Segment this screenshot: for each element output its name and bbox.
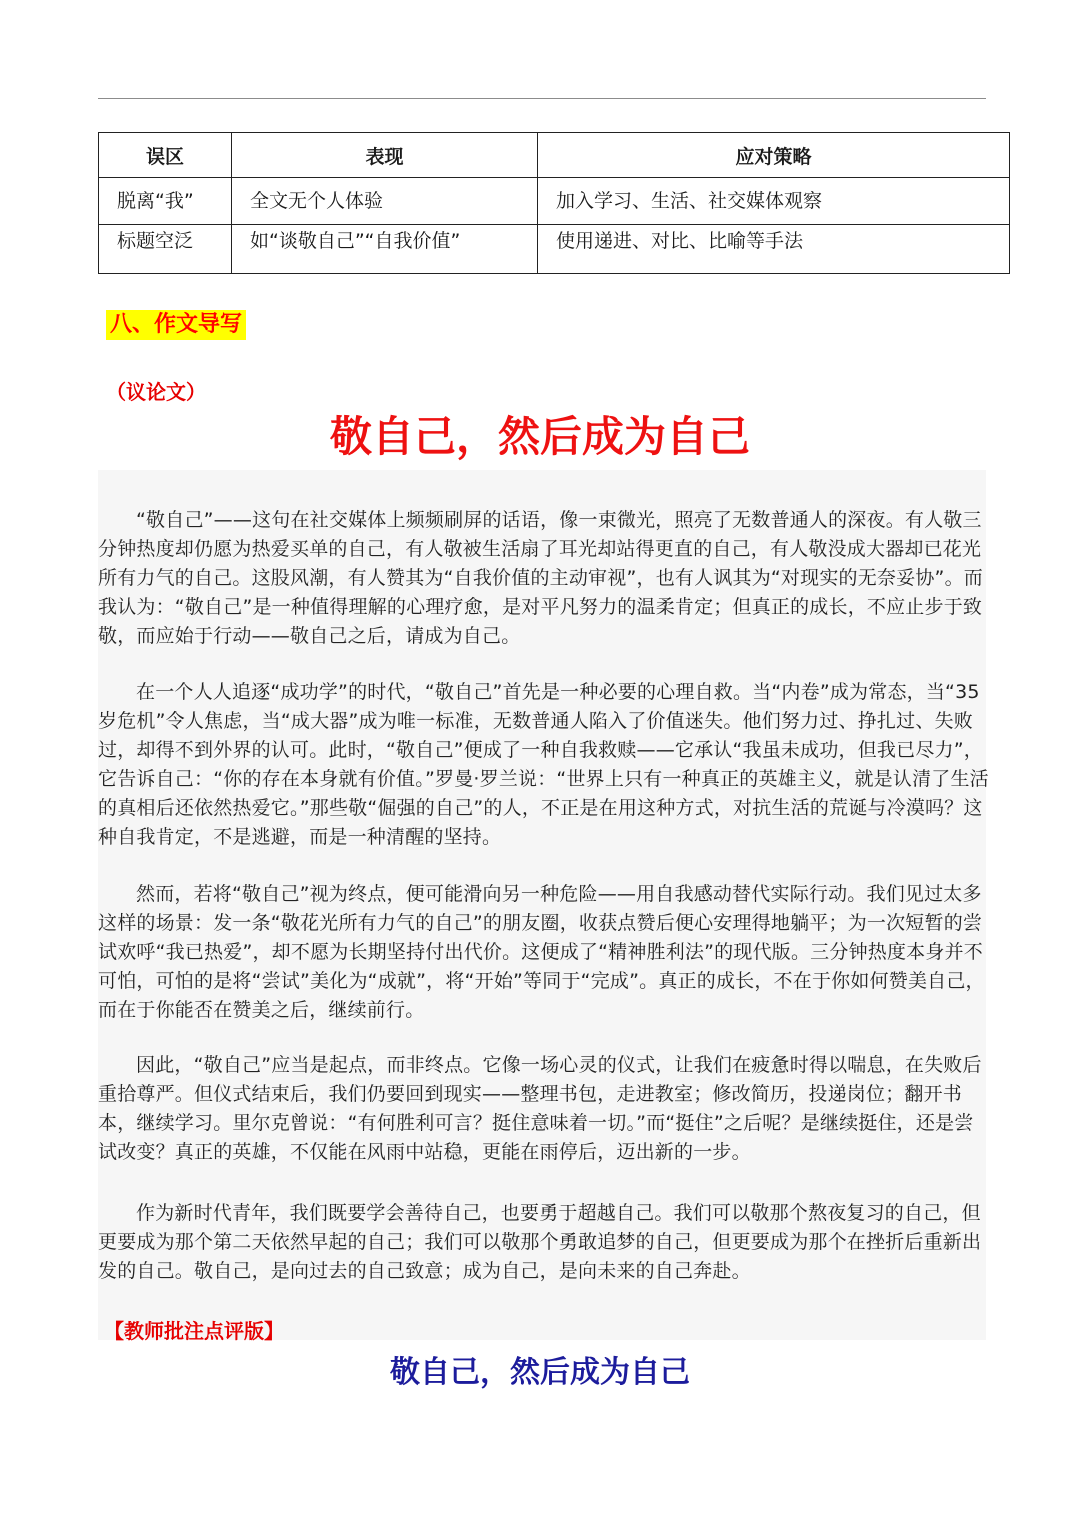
section-heading: 八、作文导写: [106, 310, 246, 340]
table-cell: 全文无个人体验: [232, 178, 538, 225]
table-cell: 如“谈敬自己”“自我价值”: [232, 225, 538, 274]
mistakes-table: [98, 132, 1010, 274]
teacher-version-title: 敬自己，然后成为自己: [390, 1355, 690, 1390]
essay-title: 敬自己，然后成为自己: [329, 412, 750, 461]
table-header-cell: 表现: [232, 133, 538, 178]
table-header-cell: 应对策略: [538, 133, 1010, 178]
table-row: [99, 178, 1010, 225]
essay-paragraph: 在一个人人追逐“成功学”的时代，“敬自己”首先是一种必要的心理自救。当“内卷”成为常态，当“35岁危机”令人焦虑，当“成大器”成为唯一标准，无数普通人陷入了价值迷失。他们努力过、挣扎过、失败过，却得不到外界的认可。此时，“敬自己”便成了一种自我救赎——它承认“我虽未成功，但我已尽力”，它告诉自己：“你的存在本身就有价值。”罗曼·罗兰说：“世界上只有一种真正的英雄主义，就是认清了生活的真相后还依然热爱它。”那些敬“倔强的自己”的人，不正是在用这种方式，对抗生活的荒诞与冷漠吗？这种自我肯定，不是逃避，而是一种清醒的坚持。: [98, 681, 989, 848]
essay-paragraph: 因此，“敬自己”应当是起点，而非终点。它像一场心灵的仪式，让我们在疲惫时得以喘息，在失败后重拾尊严。但仪式结束后，我们仍要回到现实——整理书包，走进教室；修改简历，投递岗位；翻开书本，继续学习。里尔克曾说：“有何胜利可言？挺住意味着一切。”而“挺住”之后呢？是继续挺住，还是尝试改变？真正的英雄，不仅能在风雨中站稳，更能在雨停后，迈出新的一步。: [98, 1054, 982, 1163]
table-cell: 加入学习、生活、社交媒体观察: [538, 178, 1010, 225]
essay-paragraph: “敬自己”——这句在社交媒体上频频刷屏的话语，像一束微光，照亮了无数普通人的深夜。有人敬三分钟热度却仍愿为热爱买单的自己，有人敬被生活扇了耳光却站得更直的自己，有人敬没成大器却已花光所有力气的自己。这股风潮，有人赞其为“自我价值的主动审视”，也有人讽其为“对现实的无奈妥协”。而我认为：“敬自己”是一种值得理解的心理疗愈，是对平凡努力的温柔肯定；但真正的成长，不应止步于致敬，而应始于行动——敬自己之后，请成为自己。: [98, 509, 983, 647]
table-cell: 标题空泛: [99, 225, 232, 274]
table-header-row: [99, 133, 1010, 178]
genre-label: （议论文）: [106, 380, 206, 404]
table-row: [99, 225, 1010, 274]
table-cell: 脱离“我”: [99, 178, 232, 225]
essay-paragraph: 然而，若将“敬自己”视为终点，便可能滑向另一种危险——用自我感动替代实际行动。我们见过太多这样的场景：发一条“敬花光所有力气的自己”的朋友圈，收获点赞后便心安理得地躺平；为一次短暂的尝试欢呼“我已热爱”，却不愿为长期坚持付出代价。这便成了“精神胜利法”的现代版。三分钟热度本身并不可怕，可怕的是将“尝试”美化为“成就”，将“开始”等同于“完成”。真正的成长，不在于你如何赞美自己，而在于你能否在赞美之后，继续前行。: [98, 883, 985, 1021]
teacher-comment-label: 【教师批注点评版】: [104, 1319, 284, 1343]
table-cell: 使用递进、对比、比喻等手法: [538, 225, 1010, 274]
top-divider: [98, 98, 986, 99]
essay-paragraph: 作为新时代青年，我们既要学会善待自己，也要勇于超越自己。我们可以敬那个熬夜复习的自己，但更要成为那个第二天依然早起的自己；我们可以敬那个勇敢追梦的自己，但更要成为那个在挫折后重新出发的自己。敬自己，是向过去的自己致意；成为自己，是向未来的自己奔赴。: [98, 1202, 982, 1282]
table-header-cell: 误区: [99, 133, 232, 178]
